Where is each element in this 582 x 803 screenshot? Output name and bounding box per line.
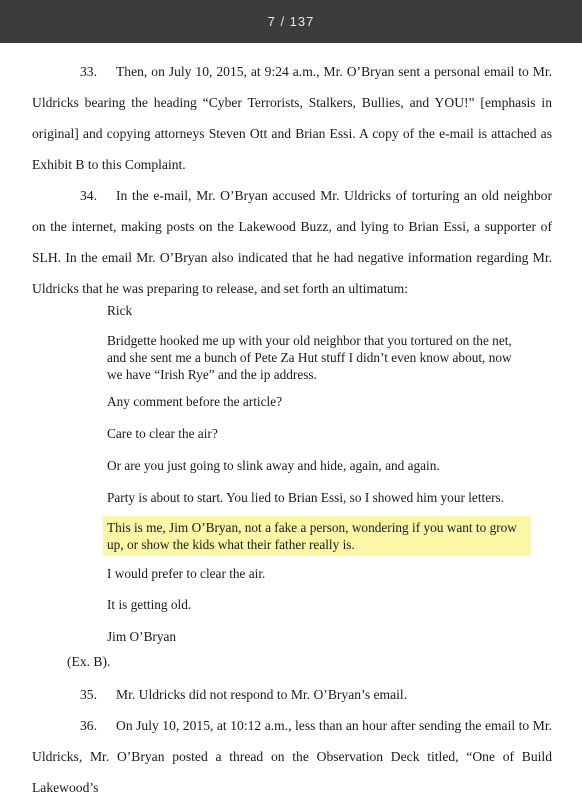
highlighted-email-line: This is me, Jim O’Bryan, not a fake a person, wondering if you want to grow up, or show the kids what their father really is. [103, 516, 531, 556]
document-page [0, 43, 582, 795]
paragraph-text: On July 10, 2015, at 10:12 a.m., less than an hour after sending the email to Mr. Uldricks, Mr. O’Bryan posted a thread on the Observation Deck titled, “One of Build Lakewood’s [32, 718, 552, 795]
email-line: Care to clear the air? [107, 426, 218, 441]
exhibit-reference: (Ex. B). [67, 654, 111, 669]
paragraph-number: 35. [80, 687, 97, 702]
paragraph-number: 33. [80, 64, 97, 79]
email-line: I would prefer to clear the air. [107, 566, 266, 581]
paragraph-text: Then, on July 10, 2015, at 9:24 a.m., Mr. O’Bryan sent a personal email to Mr. Uldricks bearing the heading “Cyber Terrorists, Stalkers, Bullies, and YOU!” [emphasis in original] and copying attorneys Steven Ott and Brian Essi. A copy of the e-mail is attached as Exhibit B to this Complaint. [32, 64, 552, 172]
email-line: Or are you just going to slink away and hide, again, and again. [107, 458, 440, 473]
email-line: Any comment before the article? [107, 394, 282, 409]
viewer-toolbar [0, 0, 582, 43]
paragraph-text: Mr. Uldricks did not respond to Mr. O’Bryan’s email. [116, 687, 408, 702]
email-signature: Jim O’Bryan [107, 629, 177, 644]
paragraph-number: 36. [80, 718, 97, 733]
paragraph-33 [32, 56, 552, 180]
paragraph-36 [32, 710, 552, 803]
email-line: Bridgette hooked me up with your old neighbor that you tortured on the net, and she sent me a bunch of Pete Za Hut stuff I didn’t even know about, now we have “Irish Rye” and the ip address. [107, 333, 512, 382]
email-line: Party is about to start. You lied to Brian Essi, so I showed him your letters. [107, 490, 505, 505]
email-greeting: Rick [107, 303, 133, 318]
paragraph-35 [32, 679, 552, 710]
page-indicator: 7 / 137 [267, 14, 315, 29]
email-line: It is getting old. [107, 597, 192, 612]
paragraph-text: In the e-mail, Mr. O’Bryan accused Mr. Uldricks of torturing an old neighbor on the internet, making posts on the Lakewood Buzz, and lying to Brian Essi, a supporter of SLH. In the email Mr. O’Bryan also indicated that he had negative information regarding Mr. Uldricks that he was preparing to release, and set forth an ultimatum: [32, 188, 552, 296]
paragraph-number: 34. [80, 188, 97, 203]
paragraph-34 [32, 180, 552, 304]
